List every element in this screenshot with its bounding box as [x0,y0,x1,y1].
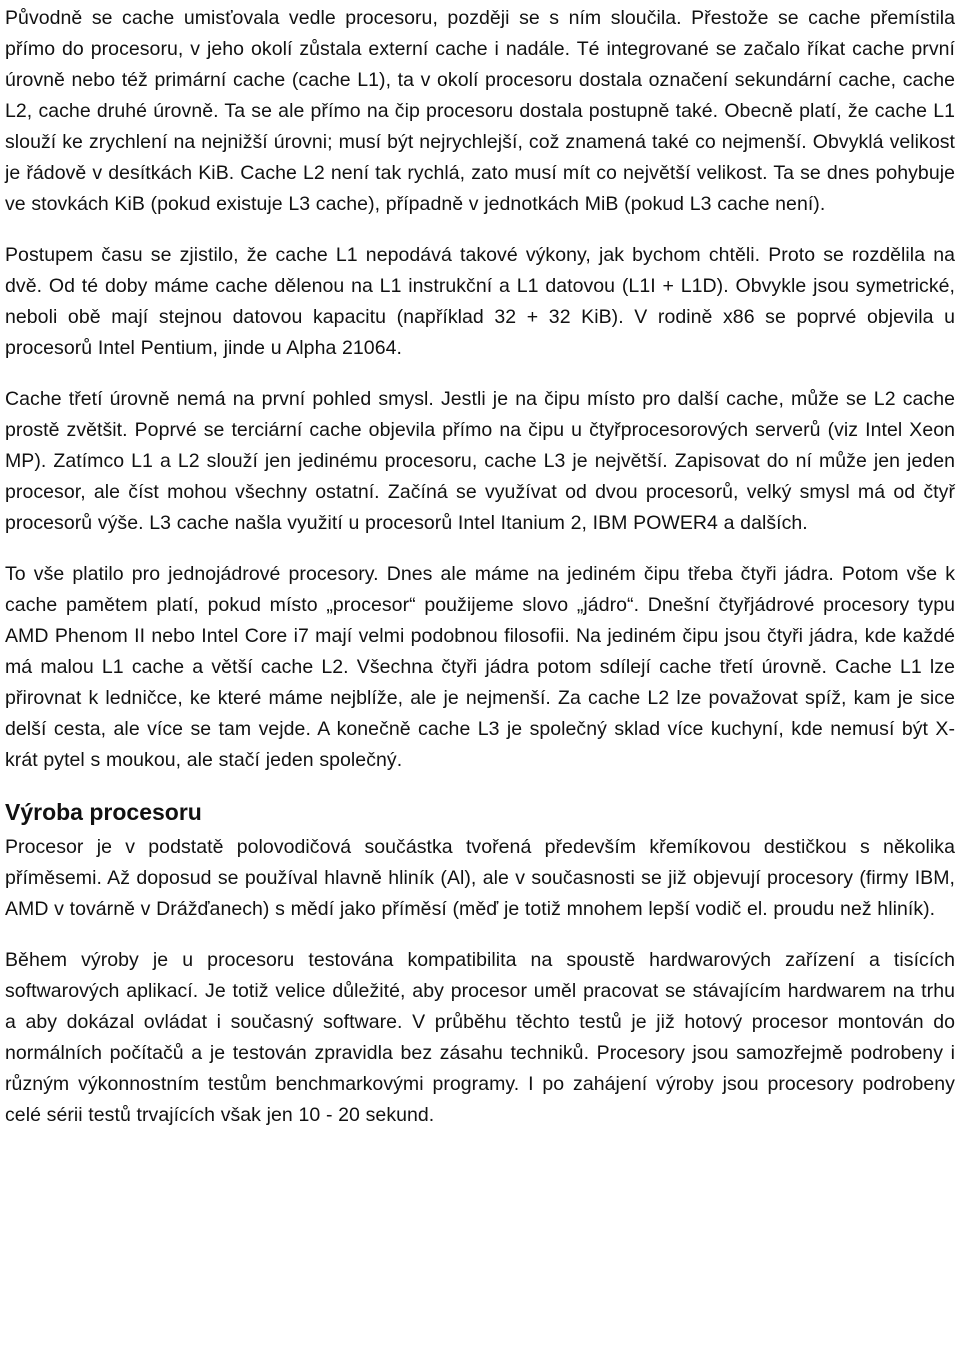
paragraph-processor-materials: Procesor je v podstatě polovodičová součástka tvořená především křemíkovou destičkou s několika příměsemi. Až doposud se používal hlavně hliník (Al), ale v současnosti se již objevují procesory (firmy IBM, AMD v továrně v Drážďanech) s mědí jako příměsí (měď je totiž mnohem lepší vodič el. proudu než hliník). [5,836,955,920]
section-heading: Výroba procesoru [5,799,202,825]
paragraph-cache-history: Původně se cache umisťovala vedle procesoru, později se s ním sloučila. Přestože se cache přemístila přímo do procesoru, v jeho okolí zůstala externí cache i nadále. Té integrované se začalo říkat cache první úrovně nebo též primární cache (cache L1), ta v okolí procesoru dostala označení sekundární cache, cache L2, cache druhé úrovně. Ta se ale přímo na čip procesoru dostala postupně také. Obecně platí, že cache L1 slouží ke zrychlení na nejnižší úrovni; musí být nejrychlejší, což znamená také co nejmenší. Obvyklá velikost je řádově v desítkách KiB. Cache L2 není tak rychlá, zato musí mít co největší velikost. Ta se dnes pohybuje ve stovkách KiB (pokud existuje L3 cache), případně v jednotkách MiB (pokud L3 cache není). [5,7,955,215]
paragraph-cache-split: Postupem času se zjistilo, že cache L1 nepodává takové výkony, jak bychom chtěli. Proto se rozdělila na dvě. Od té doby máme cache dělenou na L1 instrukční a L1 datovou (L1I + L1D). Obvykle jsou symetrické, neboli obě mají stejnou datovou kapacitu (například 32 + 32 KiB). V rodině x86 se poprvé objevila u procesorů Intel Pentium, jinde u Alpha 21064. [5,244,955,359]
paragraph-processor-testing: Během výroby je u procesoru testována kompatibilita na spoustě hardwarových zařízení a tisících softwarových aplikací. Je totiž velice důležité, aby procesor uměl pracovat se stávajícím hardwarem na trhu a aby dokázal ovládat i současný software. V průběhu těchto testů je již hotový procesor montován do normálních počítačů a je testován zpravidla bez zásahu techniků. Procesory jsou samozřejmě podrobeny i různým výkonnostním testům benchmarkovými programy. I po zahájení výroby jsou procesory podrobeny celé sérii testů trvajících však jen 10 - 20 sekund. [5,949,955,1126]
paragraph-cache-l3: Cache třetí úrovně nemá na první pohled smysl. Jestli je na čipu místo pro další cache, může se L2 cache prostě zvětšit. Poprvé se terciární cache objevila přímo na čipu u čtyřprocesorových serverů (viz Intel Xeon MP). Zatímco L1 a L2 slouží jen jedinému procesoru, cache L3 je největší. Zapisovat do ní může jen jeden procesor, ale číst mohou všechny ostatní. Začíná se využívat od dvou procesorů, velký smysl má od čtyř procesorů výše. L3 cache našla využití u procesorů Intel Itanium 2, IBM POWER4 a dalších. [5,388,955,534]
paragraph-multicore-cache: To vše platilo pro jednojádrové procesory. Dnes ale máme na jediném čipu třeba čtyři jádra. Potom vše k cache pamětem platí, pokud místo „procesor“ použijeme slovo „jádro“. Dnešní čtyřjádrové procesory typu AMD Phenom II nebo Intel Core i7 mají velmi podobnou filosofii. Na jediném čipu jsou čtyři jádra, kde každé má malou L1 cache a větší cache L2. Všechna čtyři jádra potom sdílejí cache třetí úrovně. Cache L1 lze přirovnat k ledničce, ke které máme nejblíže, ale je nejmenší. Za cache L2 lze považovat spíž, kam je sice delší cesta, ale více se tam vejde. A konečně cache L3 je společný sklad více kuchyní, kde nemusí být X-krát pytel s moukou, ale stačí jeden společný. [5,563,955,771]
